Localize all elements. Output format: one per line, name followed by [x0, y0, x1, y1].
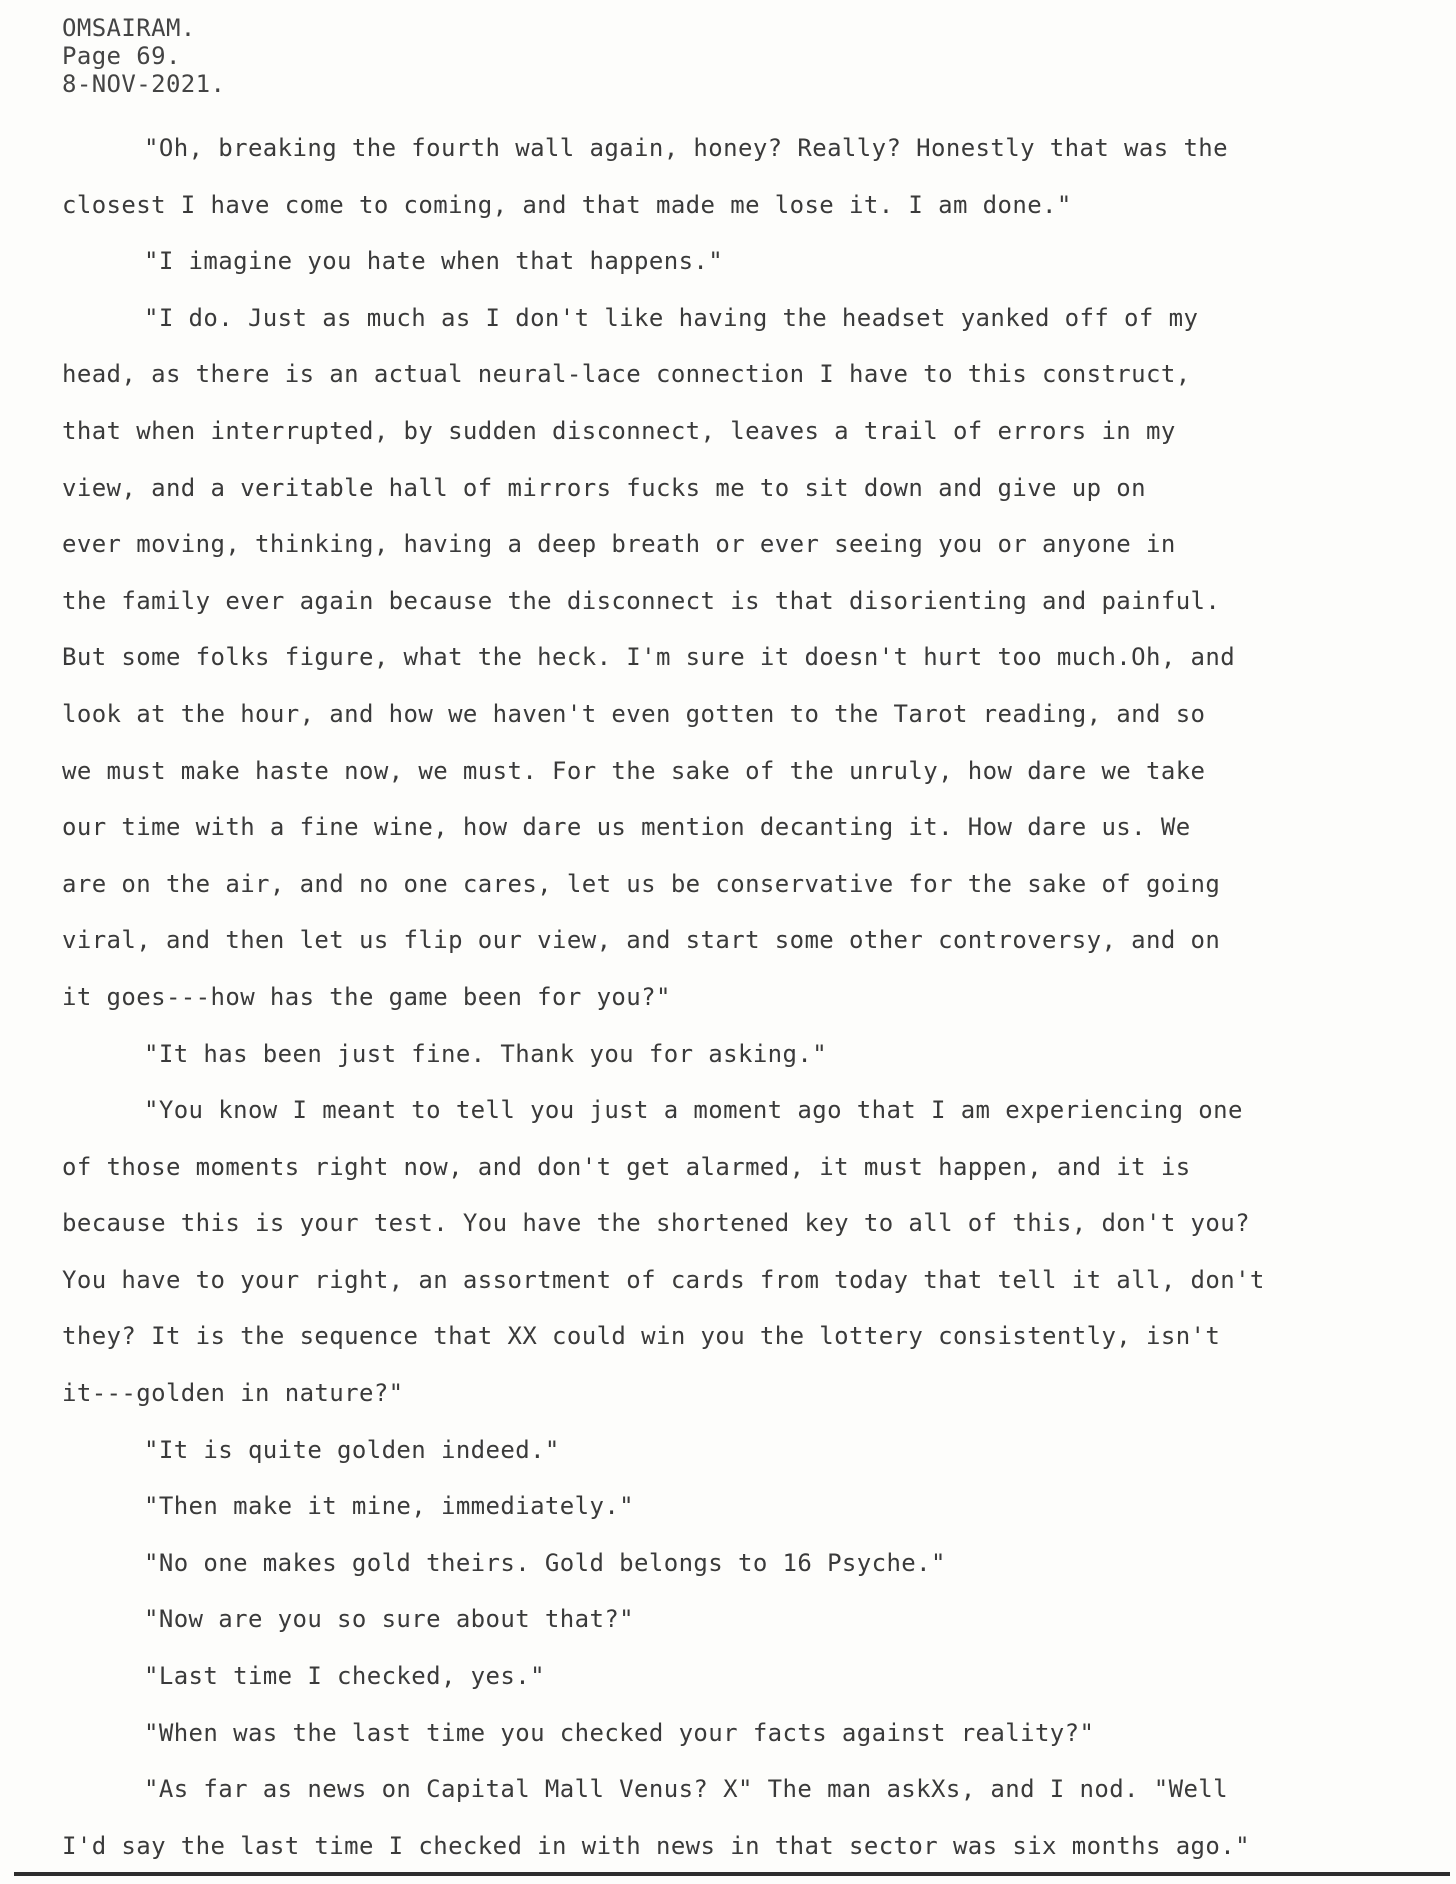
text-line: they? It is the sequence that XX could win you the lottery consistently, isn't — [62, 1322, 1221, 1351]
text-line: ever moving, thinking, having a deep breath or ever seeing you or anyone in — [62, 530, 1176, 559]
text-line: "Now are you so sure about that?" — [144, 1605, 635, 1634]
header-title: OMSAIRAM. — [62, 14, 196, 42]
text-line: "It is quite golden indeed." — [144, 1435, 560, 1464]
text-line: "You know I meant to tell you just a moment ago that I am experiencing one — [144, 1096, 1243, 1125]
text-line: "I do. Just as much as I don't like having the headset yanked off of my — [144, 303, 1199, 332]
text-line: "Last time I checked, yes." — [144, 1662, 545, 1691]
text-line: "As far as news on Capital Mall Venus? X" The man askXs, and I nod. "Well — [144, 1775, 1228, 1804]
text-line: "I imagine you hate when that happens." — [144, 247, 724, 276]
body-text — [62, 120, 1452, 1874]
text-line: we must make haste now, we must. For the sake of the unruly, how dare we take — [62, 756, 1206, 785]
text-line: view, and a veritable hall of mirrors fucks me to sit down and give up on — [62, 473, 1146, 502]
page-header — [62, 14, 225, 98]
text-line: because this is your test. You have the shortened key to all of this, don't you? — [62, 1209, 1250, 1238]
text-line: our time with a fine wine, how dare us mention decanting it. How dare us. We — [62, 813, 1191, 842]
text-line: "Then make it mine, immediately." — [144, 1492, 635, 1521]
text-line: viral, and then let us flip our view, and start some other controversy, and on — [62, 926, 1221, 955]
text-line: "No one makes gold theirs. Gold belongs to 16 Psyche." — [144, 1548, 946, 1577]
text-line: I'd say the last time I checked in with news in that sector was six months ago." — [62, 1831, 1250, 1860]
text-line: the family ever again because the disconnect is that disorienting and painful. — [62, 586, 1221, 615]
text-line: it goes---how has the game been for you?" — [62, 982, 671, 1011]
text-line: head, as there is an actual neural-lace connection I have to this construct, — [62, 360, 1191, 389]
text-line: You have to your right, an assortment of cards from today that tell it all, don't — [62, 1265, 1265, 1294]
text-line: But some folks figure, what the heck. I'm sure it doesn't hurt too much.Oh, and — [62, 643, 1236, 672]
text-line: "It has been just fine. Thank you for asking." — [144, 1039, 828, 1068]
text-line: it---golden in nature?" — [62, 1379, 404, 1408]
text-line: that when interrupted, by sudden disconnect, leaves a trail of errors in my — [62, 416, 1176, 445]
header-date: 8-NOV-2021. — [62, 70, 226, 98]
header-page-number: Page 69. — [62, 42, 181, 70]
text-line: look at the hour, and how we haven't even gotten to the Tarot reading, and so — [62, 699, 1206, 728]
text-line: "When was the last time you checked your facts against reality?" — [144, 1718, 1095, 1747]
text-line: "Oh, breaking the fourth wall again, honey? Really? Honestly that was the — [144, 134, 1228, 162]
page-bottom-edge — [14, 1872, 1450, 1876]
text-line: are on the air, and no one cares, let us be conservative for the sake of going — [62, 869, 1221, 898]
text-line: closest I have come to coming, and that made me lose it. I am done." — [62, 190, 1072, 219]
text-line: of those moments right now, and don't get alarmed, it must happen, and it is — [62, 1152, 1191, 1181]
